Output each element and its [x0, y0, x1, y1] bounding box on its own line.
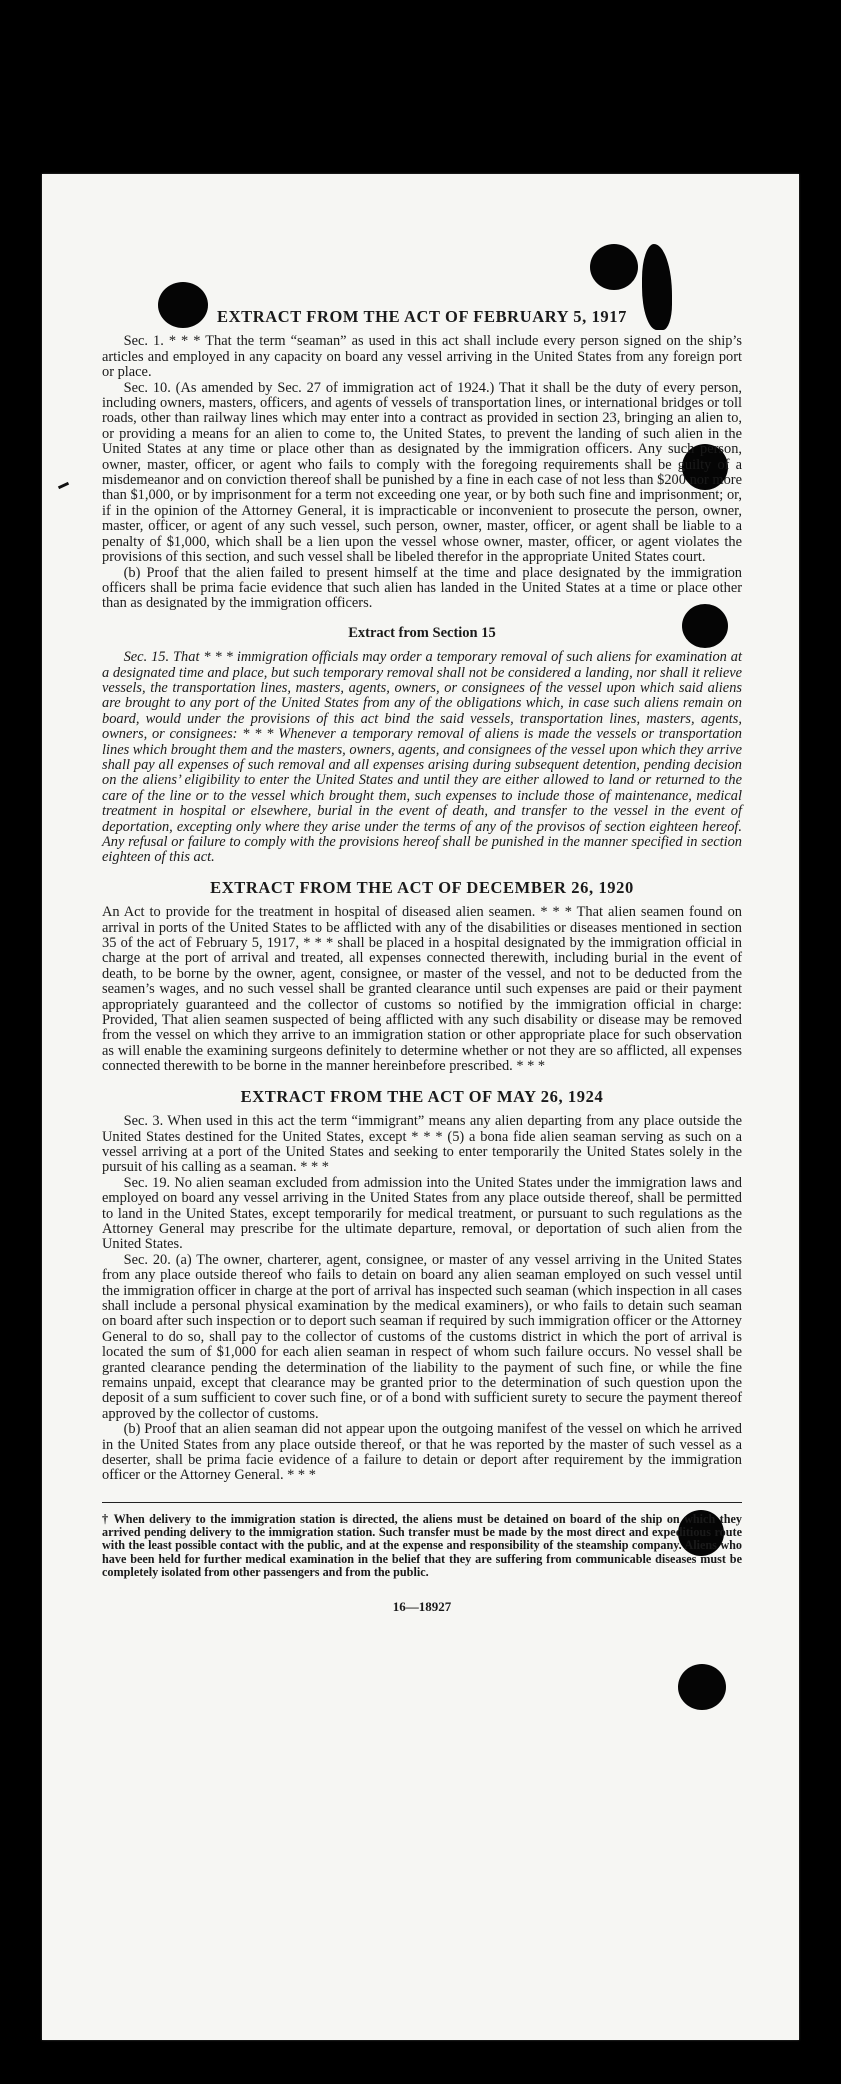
paragraph-sec-1: Sec. 1. * * * That the term “seaman” as used in this act shall include every person signed on the ship’s articles and employed in any capacity on board any vessel arriving in the United States from any foreign port or place. [102, 333, 742, 381]
stray-mark [58, 482, 69, 489]
paragraph-sec-19: Sec. 19. No alien seaman excluded from admission into the United States under the immigration laws and employed on board any vessel arriving in the United States from any place outside thereof, shall be permitted to land in the United States, except temporarily for medical treatment, or pursuant to such regulations as the Attorney General may prescribe for the ultimate departure, removal, or deportation of such alien from the United States. [102, 1174, 742, 1253]
punch-hole [678, 1664, 726, 1710]
document-body [102, 309, 742, 1615]
subtitle-section-15: Extract from Section 15 [348, 624, 496, 641]
footnote-divider [102, 1502, 742, 1503]
section-title-1924: EXTRACT FROM THE ACT OF MAY 26, 1924 [240, 1086, 604, 1106]
page-number: 16—18927 [392, 1599, 452, 1615]
section-title-1920: EXTRACT FROM THE ACT OF DECEMBER 26, 1920 [210, 877, 634, 897]
punch-hole [590, 244, 638, 290]
paragraph-sec-3: Sec. 3. When used in this act the term “immigrant” means any alien departing from any place outside the United States destined for the United States, except * * * (5) a bona fide alien seaman serving as such on a vessel arriving at a port of the United States and seeking to enter temporarily the United States solely in the pursuit of his calling as a seaman. * * * [102, 1113, 742, 1176]
paragraph-sec-20-a: Sec. 20. (a) The owner, charterer, agent, consignee, or master of any vessel arriving in the United States from any place outside thereof who fails to detain on board any alien seaman employed on such vessel until the immigration officer in charge at the port of arrival has inspected such seaman (which inspection in all cases shall include a personal physical examination by the medical examiners), or who fails to detain such seaman on board after such inspection or to deport such seaman if required by such immigration officer or the Attorney General to do so, shall pay to the collector of customs of the customs district in which the port of arrival is located the sum of $1,000 for each alien seaman in respect of whom such failure occurs. No vessel shall be granted clearance pending the determination of the liability to the payment of such fine, or while the fine remains unpaid, except that clearance may be granted prior to the determination of such question upon the deposit of a sum sufficient to cover such fine, or of a bond with sufficient surety to secure the payment thereof approved by the collector of customs. [102, 1251, 742, 1422]
paragraph-sec-20-b: (b) Proof that an alien seaman did not appear upon the outgoing manifest of the vessel on which he arrived in the United States from any place outside thereof, or that he was reported by the master of such vessel as a deserter, shall be prima facie evidence of a failure to detain or deport after requirement by the immigration officer or the Attorney General. * * * [102, 1421, 742, 1484]
paragraph-sec-10: Sec. 10. (As amended by Sec. 27 of immigration act of 1924.) That it shall be the duty of every person, including owners, masters, officers, and agents of vessels of transportation lines, or international bridges or toll roads, other than railway lines which may enter into a contract as provided in section 23, bringing an alien to, or providing a means for an alien to come to, the United States, to prevent the landing of such alien in the United States at any time or place other than as designated by the immigration officers. Any such person, owner, master, officer, or agent who fails to comply with the foregoing requirements shall be guilty of a misdemeanor and on conviction thereof shall be punished by a fine in each case of not less than $200 nor more than $1,000, or by imprisonment for a term not exceeding one year, or by both such fine and imprisonment; or, if in the opinion of the Attorney General, it is impracticable or inconvenient to prosecute the person, owner, master, officer, or agent of any such vessel, such person, owner, master, officer, or agent shall be liable to a penalty of $1,000, which shall be a lien upon the vessel whose owner, master, officer, or agent violates the provisions of this section, and such vessel shall be libeled therefor in the appropriate United States court. [102, 379, 742, 566]
paragraph-sec-15: Sec. 15. That * * * immigration officials may order a temporary removal of such aliens for examination at a designated time and place, but such temporary removal shall not be considered a landing, nor shall it relieve vessels, the transportation lines, masters, agents, owners, or consignees of the vessel upon which said aliens are brought to any port of the United States from any of the obligations which, in case such aliens remain on board, would under the provisions of this act bind the said vessels, transportation lines, masters, agents, owners, or consignees: * * * Whenever a temporary removal of aliens is made the vessels or transportation lines which brought them and the masters, owners, agents, and consignees of the vessel upon which they arrive shall pay all expenses of such removal and all expenses arising during subsequent detention, pending decision on the aliens’ eligibility to enter the United States and until they are either allowed to land or returned to the care of the line or to the vessel which brought them, such expenses to include those of maintenance, medical treatment in hospital or elsewhere, burial in the event of death, and transfer to the vessel in the event of deportation, excepting only where they arise under the terms of any of the provisos of section eighteen hereof. Any refusal or failure to comply with the provisions hereof shall be punished in the manner specified in section eighteen of this act. [102, 649, 742, 866]
paragraph-act-1920: An Act to provide for the treatment in hospital of diseased alien seamen. * * * That alien seamen found on arrival in ports of the United States to be afflicted with any of the disabilities or diseases mentioned in section 35 of the act of February 5, 1917, * * * shall be placed in a hospital designated by the immigration official in charge at the port of arrival and treated, all expenses connected therewith, including burial in the event of death, to be borne by the owner, agent, consignee, or master of the vessel, and not to be deducted from the seamen’s wages, and no such vessel shall be granted clearance until such expenses are paid or their payment appropriately guaranteed and the collector of customs so notified by the immigration official in charge: Provided, That alien seamen suspected of being afflicted with any such disability or disease may be removed from the vessel on which they arrive to an immigration station or other appropriate place for such observation as will enable the examining surgeons definitely to determine whether or not they are so afflicted, all expenses connected therewith to be borne in the manner hereinbefore prescribed. * * * [102, 904, 742, 1075]
footnote: † When delivery to the immigration station is directed, the aliens must be detained on board of the ship on which they arrived pending delivery to the immigration station. Such transfer must be made by the most direct and expeditious route with the least possible contact with the public, and at the expense and responsibility of the steamship company. Aliens who have been held for further medical examination in the belief that they are suffering from communicable diseases must be completely isolated from other passengers and from the public. [102, 1511, 742, 1580]
section-title-1917: EXTRACT FROM THE ACT OF FEBRUARY 5, 1917 [217, 307, 627, 326]
paragraph-sec-10-b: (b) Proof that the alien failed to present himself at the time and place designated by the immigration officers shall be prima facie evidence that such alien has landed in the United States at a time or place other than as designated by the immigration officers. [102, 564, 742, 612]
document-page [42, 174, 799, 2040]
